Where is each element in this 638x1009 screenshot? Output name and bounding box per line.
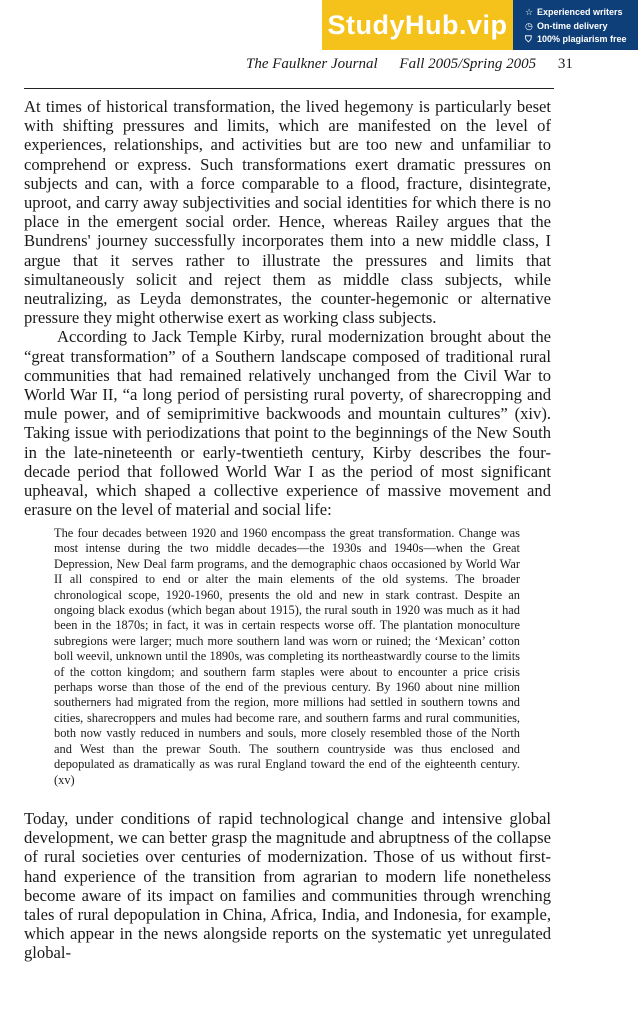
feature-item: ⛉ 100% plagiarism free bbox=[525, 33, 638, 47]
feature-item: ☆ Experienced writers bbox=[525, 6, 638, 20]
page-number: 31 bbox=[557, 56, 573, 72]
issue-label: Fall 2005/Spring 2005 bbox=[399, 56, 537, 72]
main-text bbox=[24, 97, 551, 519]
clock-icon: ◷ bbox=[525, 20, 533, 31]
promo-banner[interactable] bbox=[322, 0, 638, 50]
closing-paragraph: Today, under conditions of rapid technological change and intensive global development, we can better grasp the magnitude and abruptness of the collapse of rural societies over centuries of modernization. Those of us without first-hand experience of the transition from agrarian to modern life nonetheless become aware of its impact on families and communities through wrenching tales of rural depopulation in China, Africa, India, and Indonesia, for example, which appear in the news alongside reports on the systematic yet unregulated global- bbox=[24, 809, 551, 963]
feature-list bbox=[513, 0, 638, 50]
shield-icon: ⛉ bbox=[525, 34, 532, 44]
block-quote: The four decades between 1920 and 1960 encompass the great transformation. Change was most intense during the two middle decades—the 1930s and 1940s—when the Great Depression, New Deal farm programs, and the demographic chaos occasioned by World War II all conspired to end or alter the main elements of the old systems. The broader chronological scope, 1920-1960, presents the old and new in stark contrast. Despite an ongoing black exodus (which began about 1915), the rural south in 1920 was much as it had been in the 1870s; in fact, it was in certain respects worse off. The plantation monoculture subregions were larger; much more southern land was worn or ruined; the ‘Mexican’ cotton boll weevil, unknown until the 1890s, was completing its northeastwardly course to the limits of the cotton kingdom; and southern farm staples were about to encounter a price crisis perhaps worse than those of the end of the previous century. By 1960 about nine million southerners had migrated from the region, more millions had settled in southern towns and cities, sharecroppers and mules had become rare, and southern farms and rural communities, both now vastly reduced in numbers and souls, more closely resembled those of the North and West than the prewar South. The southern countryside was thus enclosed and depopulated as dramatically as was rural England toward the end of the eighteenth century. (xv) bbox=[54, 526, 520, 787]
header-rule bbox=[24, 88, 554, 89]
studyhub-logo[interactable]: StudyHub.vip bbox=[322, 0, 513, 50]
paragraph: According to Jack Temple Kirby, rural modernization brought about the “great transformation” of a Southern landscape composed of traditional rural communities that had remained relatively unchanged from the Civil War to World War II, “a long period of persisting rural poverty, of sharecropping and mule power, and of semiprimitive backwoods and mountain cultures” (xiv). Taking issue with periodizations that point to the beginnings of the New South in the late-nineteenth or early-twentieth century, Kirby describes the four-decade period that followed World War I as the period of most significant upheaval, which shaped a collective experience of massive movement and erasure on the level of material and social life: bbox=[24, 327, 551, 520]
running-header bbox=[246, 56, 573, 73]
paragraph: At times of historical transformation, the lived hegemony is particularly beset with shifting pressures and limits, which are manifested on the level of experiences, relationships, and activities but are too new and unfamiliar to comprehend or express. Such transformations exert dramatic pressures on subjects and can, with a force comparable to a flood, fracture, disintegrate, uproot, and carry away subjectivities and social identities for which there is no place in the emergent social order. Hence, whereas Railey argues that the Bundrens' journey successfully incorporates them into a new middle class, I argue that it serves rather to illustrate the pressures and limits that simultaneously solicit and reject them as middle class subjects, while neutralizing, as Leyda demonstrates, the counter-hegemonic or alternative pressure they might otherwise exert as working class subjects. bbox=[24, 97, 551, 328]
star-icon: ☆ bbox=[525, 7, 534, 17]
journal-title: The Faulkner Journal bbox=[246, 56, 378, 72]
feature-item: ◷ On-time delivery bbox=[525, 20, 638, 34]
